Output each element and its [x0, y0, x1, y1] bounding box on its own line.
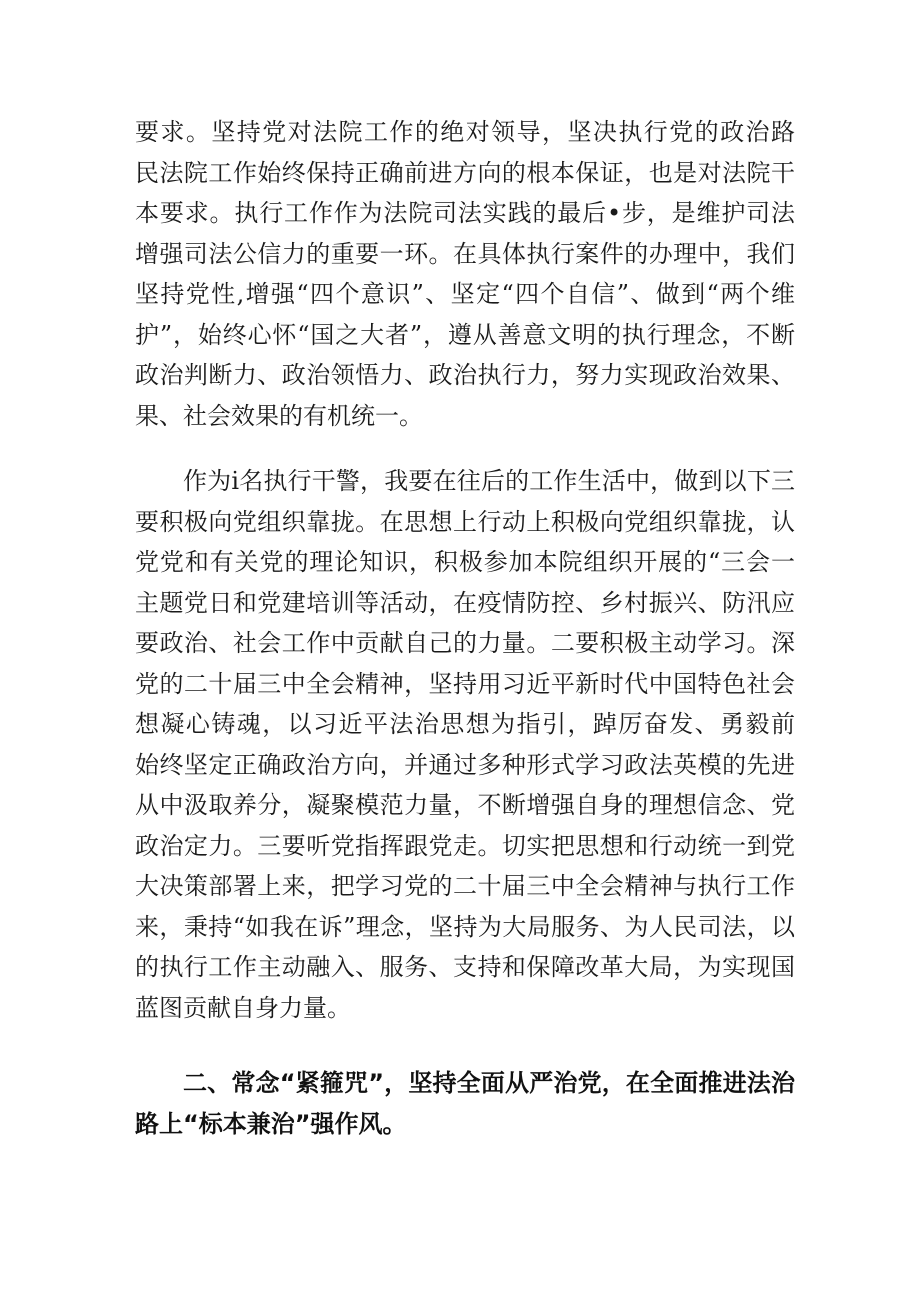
- paragraph-line: 果、社会效果的有机统一。: [135, 401, 423, 430]
- heading-line: 二、常念“紧箍咒”，坚持全面从严治党，在全面推进法治: [183, 1069, 795, 1097]
- paragraph-2: [135, 461, 795, 1028]
- paragraph-line: 要求。坚持党对法院工作的绝对领导，坚决执行党的政治路: [135, 118, 795, 146]
- paragraph-line: 从中汲取养分，凝聚模范力量，不断增强自身的理想信念、党: [135, 791, 795, 819]
- paragraph-line: 本要求。执行工作作为法院司法实践的最后•步，是维护司法: [135, 199, 795, 227]
- paragraph-line: 民法院工作始终保持正确前进方向的根本保证，也是对法院干: [135, 158, 795, 187]
- paragraph-line: 想凝心铸魂，以习近平法治思想为指引，踔厉奋发、勇毅前: [135, 710, 795, 738]
- paragraph-line: 的执行工作主动融入、服务、支持和保障改革大局，为实现国: [135, 953, 795, 981]
- paragraph-line: 党的二十届三中全会精神，坚持用习近平新时代中国特色社会: [135, 669, 795, 698]
- paragraph-line: 护”，始终心怀“国之大者”，遵从善意文明的执行理念，不断: [135, 320, 795, 349]
- paragraph-line: 政治判断力、政治领悟力、政治执行力，努力实现政治效果、: [135, 361, 795, 389]
- paragraph-line: 作为i名执行干警，我要在往后的工作生活中，做到以下三: [183, 467, 795, 495]
- heading-line: 路上“标本兼治”强作风。: [135, 1109, 407, 1138]
- paragraph-line: 始终坚定正确政治方向，并通过多种形式学习政法英模的先进: [135, 750, 795, 779]
- section-heading: [135, 1063, 795, 1144]
- paragraph-line: 蓝图贡献自身力量。: [135, 993, 351, 1022]
- paragraph-line: 大决策部署上来，把学习党的二十届三中全会精神与执行工作: [135, 872, 795, 900]
- paragraph-line: 来，秉持“如我在诉”理念，坚持为大局服务、为人民司法，以: [135, 912, 795, 941]
- paragraph-line: 坚持党性,增强“四个意识”、坚定“四个自信”、做到“两个维: [135, 280, 795, 308]
- paragraph-line: 要政治、社会工作中贡献自己的力量。二要积极主动学习。深: [135, 629, 795, 657]
- paragraph-line: 党党和有关党的理论知识，积极参加本院组织开展的“三会一: [135, 548, 795, 576]
- paragraph-line: 增强司法公信力的重要一环。在具体执行案件的办理中，我们: [135, 239, 795, 268]
- paragraph-1: [135, 112, 795, 436]
- paragraph-line: 主题党日和党建培训等活动，在疫情防控、乡村振兴、防汛应: [135, 588, 795, 617]
- paragraph-line: 政治定力。三要听党指挥跟党走。切实把思想和行动统一到党: [135, 831, 795, 860]
- paragraph-line: 要积极向党组织靠拢。在思想上行动上积极向党组织靠拢，认: [135, 507, 795, 536]
